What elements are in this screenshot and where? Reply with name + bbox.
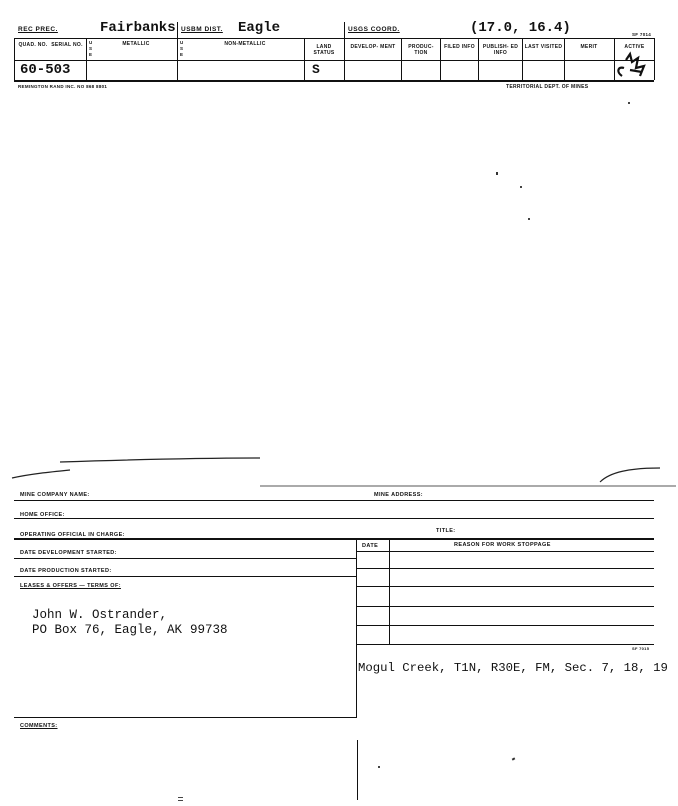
development-header: DEVELOP- MENT: [350, 44, 396, 50]
published-info-header: PUBLISH- ED INFO: [482, 44, 519, 56]
quad-serial-value: 60-503: [20, 62, 71, 78]
rule: [654, 38, 655, 80]
date-column-header: DATE: [362, 543, 379, 549]
bottom-form-number: SF 7015: [632, 646, 650, 651]
rule: [356, 586, 654, 587]
speck: [496, 172, 498, 175]
usgs-coord-label: USGS COORD.: [348, 26, 400, 33]
rule: [356, 551, 654, 552]
land-status-value: S: [312, 62, 320, 77]
usgs-coord-value: (17.0, 16.4): [470, 20, 571, 36]
rule: [177, 22, 178, 38]
speck: [520, 186, 522, 188]
title-label: TITLE:: [436, 528, 456, 534]
active-header: ACTIVE: [624, 44, 645, 50]
speck: [512, 757, 516, 760]
usbm-dist-value: Eagle: [238, 20, 281, 36]
card-top-edge: [0, 452, 678, 492]
rule: [356, 568, 654, 569]
speck: [528, 218, 530, 220]
location-description: Mogul Creek, T1N, R30E, FM, Sec. 7, 18, 19: [358, 661, 668, 675]
rule: [344, 22, 345, 38]
filed-info-header: FILED INFO: [444, 44, 475, 50]
operating-official-label: OPERATING OFFICIAL IN CHARGE:: [20, 532, 125, 538]
rule: [389, 538, 390, 644]
rule: [564, 38, 565, 80]
quad-no-header: QUAD. NO.: [18, 42, 48, 48]
rule: [401, 38, 402, 80]
rule: [356, 644, 654, 645]
rule: [344, 38, 345, 80]
rule: [356, 538, 357, 718]
date-development-label: DATE DEVELOPMENT STARTED:: [20, 550, 117, 556]
owner-address: PO Box 76, Eagle, AK: [32, 623, 183, 637]
non-metallic-header: NON-METALLIC: [224, 41, 266, 47]
date-production-label: DATE PRODUCTION STARTED:: [20, 568, 112, 574]
rule: [14, 500, 654, 501]
reason-column-header: REASON FOR WORK STOPPAGE: [454, 542, 551, 548]
merit-header: MERIT: [580, 44, 598, 50]
rule: [522, 38, 523, 80]
active-scribble-mark: [612, 46, 654, 84]
rule: [14, 576, 356, 577]
rule: [177, 38, 178, 80]
mine-company-label: MINE COMPANY NAME:: [20, 492, 90, 498]
top-form-number: SF 7014: [632, 32, 652, 37]
use-marker: U S E: [89, 40, 93, 57]
rule: [356, 625, 654, 626]
speck: [178, 797, 183, 798]
usbm-dist-label: USBM DIST.: [181, 26, 223, 33]
rule: [86, 38, 87, 80]
rule: [14, 60, 654, 61]
leases-label: LEASES & OFFERS — TERMS OF:: [20, 583, 121, 589]
comments-label: COMMENTS:: [20, 723, 58, 729]
home-office-label: HOME OFFICE:: [20, 512, 65, 518]
owner-zip: 99738: [190, 623, 228, 637]
speck: [628, 102, 630, 104]
rule: [14, 717, 356, 718]
land-status-header: LAND STATUS: [313, 44, 335, 56]
rec-prec-value: Fairbanks: [100, 20, 176, 36]
top-footer-right: TERRITORIAL DEPT. OF MINES: [506, 84, 589, 90]
owner-name: John W. Ostrander,: [32, 608, 168, 622]
rule: [440, 38, 441, 80]
rule: [14, 38, 15, 80]
speck: [178, 800, 183, 801]
rule: [14, 38, 654, 39]
rec-prec-label: REC PREC.: [18, 26, 58, 33]
rule: [14, 80, 654, 82]
rule: [14, 518, 654, 519]
rule: [356, 606, 654, 607]
speck: [378, 766, 380, 768]
rule: [478, 38, 479, 80]
production-header: PRODUC- TION: [408, 44, 434, 56]
use-marker: U S E: [180, 40, 184, 57]
rule: [304, 38, 305, 80]
mine-address-label: MINE ADDRESS:: [374, 492, 423, 498]
serial-no-header: SERIAL NO.: [51, 42, 83, 48]
rule: [357, 740, 358, 800]
rule: [14, 538, 654, 540]
last-visited-header: LAST VISITED: [524, 44, 563, 50]
top-footer-left: REMINGTON RAND INC. NO 868 8801: [18, 84, 108, 89]
rule: [14, 558, 356, 559]
metallic-header: METALLIC: [122, 41, 150, 47]
